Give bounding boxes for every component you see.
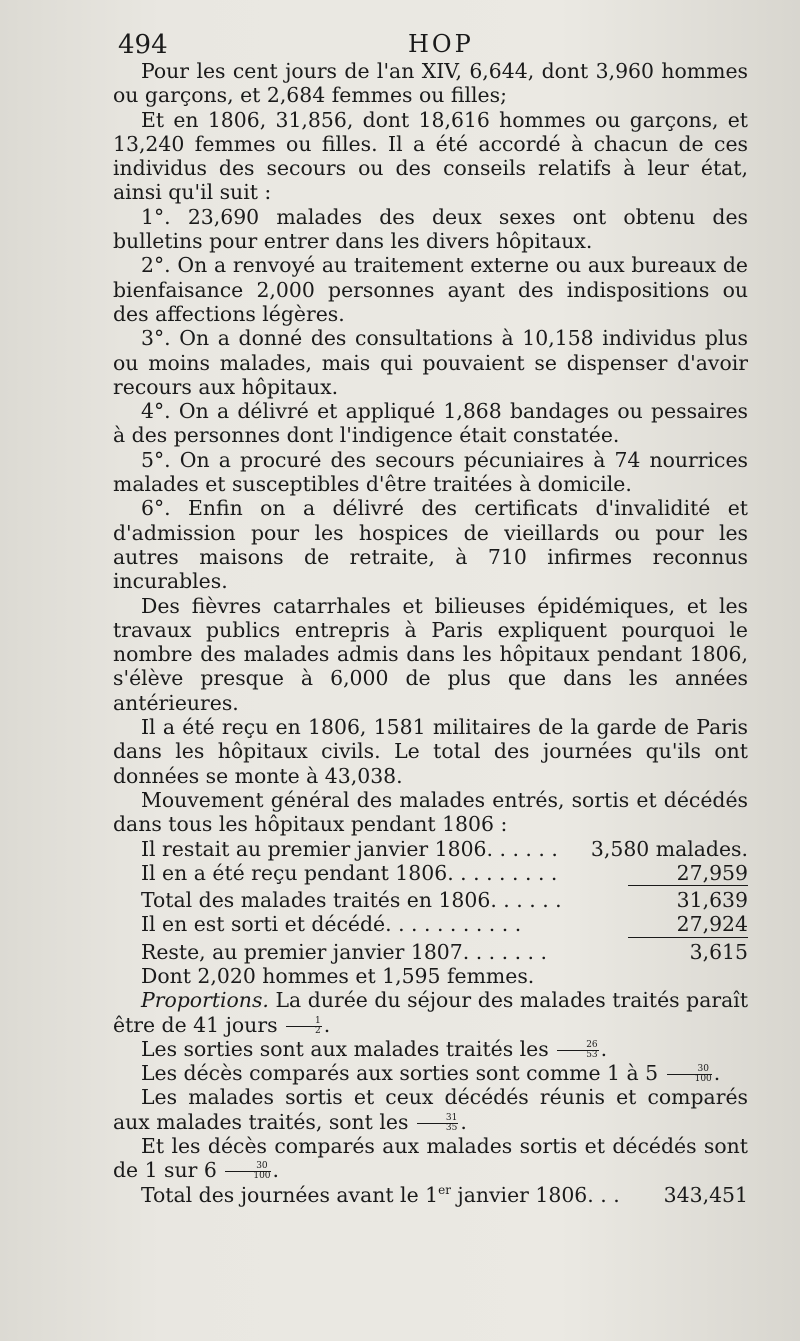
fraction-denominator: 2 bbox=[315, 1025, 321, 1036]
superscript: er bbox=[438, 1182, 451, 1197]
ledger-value: 31,639 bbox=[676, 888, 748, 913]
fraction bbox=[667, 1065, 712, 1084]
ledger-row bbox=[113, 861, 748, 886]
ledger-value: 343,451 bbox=[663, 1182, 748, 1207]
paragraph: Il a été reçu en 1806, 1581 militaires de la garde de Paris dans les hôpitaux civils. Le total des journées qu'ils ont données se monte à 43,038. bbox=[113, 715, 748, 788]
paragraph: Les sorties sont aux malades traités les $\frac{26}{53}$ . bbox=[141, 1036, 608, 1061]
ledger-value: 3,580 malades. bbox=[590, 836, 748, 861]
fraction-denominator: 100 bbox=[253, 1171, 271, 1182]
ledger-value: 3,615 bbox=[689, 939, 748, 964]
ledger-label bbox=[141, 1183, 620, 1207]
ledger-label-part: Total des journées avant le 1 bbox=[141, 1182, 439, 1207]
paragraph: 5°. On a procuré des secours pécuniaires à 74 nourrices malades et susceptibles d'être traitées à domicile. bbox=[113, 447, 748, 497]
fraction bbox=[557, 1041, 598, 1060]
fraction bbox=[286, 1017, 322, 1036]
fraction bbox=[225, 1162, 270, 1181]
fraction bbox=[417, 1114, 458, 1133]
paragraph: Pour les cent jours de l'an XIV, 6,644, dont 3,960 hommes ou garçons, et 2,684 femmes ou filles; bbox=[113, 59, 748, 108]
paragraph: Les décès comparés aux sorties sont comme 1 à 5 $\frac{30}{100}$ . bbox=[141, 1061, 721, 1086]
body-text bbox=[113, 59, 748, 1207]
ledger-value: 27,924 bbox=[628, 912, 748, 937]
ledger-label: Il restait au premier janvier 1806. . . . . . bbox=[141, 836, 558, 861]
ledger-label: Il en est sorti et décédé. . . . . . . . . . . bbox=[141, 912, 522, 937]
paragraph: Les malades sortis et ceux décédés réunis et comparés aux malades traités, sont les $\frac{31}{35}$ . bbox=[113, 1085, 748, 1134]
fraction-numerator: 31 bbox=[417, 1114, 458, 1124]
paragraph-text: Et les décès comparés aux malades sortis et décédés sont de 1 sur 6 bbox=[113, 1134, 748, 1183]
ledger-row bbox=[113, 837, 748, 861]
ledger-row bbox=[113, 940, 748, 964]
paragraph-text: Les malades sortis et ceux décédés réunis et comparés aux malades traités, sont les bbox=[113, 1085, 748, 1134]
paragraph: Mouvement général des malades entrés, sortis et décédés dans tous les hôpitaux pendant 1806 : bbox=[113, 787, 748, 837]
paragraph: Proportions. La durée du séjour des malades traités paraît être de 41 jours $\frac{1}{2}$ . bbox=[113, 988, 749, 1037]
paragraph: Et en 1806, 31,856, dont 18,616 hommes ou garçons, et 13,240 femmes ou filles. Il a été accordé à chacun de ces individus des secours ou des conseils relatifs à leur état, ainsi qu'il suit : bbox=[113, 107, 748, 205]
running-head: HOP bbox=[408, 30, 474, 58]
fraction-numerator: 1 bbox=[286, 1017, 322, 1027]
fraction-denominator: 100 bbox=[694, 1074, 712, 1085]
paragraph-text: La durée du séjour des malades traités paraît être de 41 jours bbox=[113, 988, 749, 1037]
ledger-row bbox=[113, 1183, 748, 1207]
ledger-row bbox=[113, 912, 748, 937]
paragraph: Des fièvres catarrhales et bilieuses épidémiques, et les travaux publics entrepris à Paris expliquent pourquoi le nombre des malades admis dans les hôpitaux pendant 1806, s'élève presque à 6,000 de plus que dans les années antérieures. bbox=[113, 593, 748, 715]
ledger-value: 27,959 bbox=[628, 861, 748, 886]
fraction-numerator: 26 bbox=[557, 1041, 598, 1051]
paragraph: 6°. Enfin on a délivré des certificats d'invalidité et d'admission pour les hospices de vieillards ou pour les autres maisons de retraite, à 710 infirmes reconnus incurables. bbox=[113, 496, 748, 594]
paragraph: Et les décès comparés aux malades sortis et décédés sont de 1 sur 6 $\frac{30}{100}$ . bbox=[113, 1134, 748, 1183]
paragraph: 4°. On a délivré et appliqué 1,868 bandages ou pessaires à des personnes dont l'indigence était constatée. bbox=[113, 399, 748, 448]
fraction-numerator: 30 bbox=[667, 1065, 712, 1075]
ledger-label: Il en a été reçu pendant 1806. . . . . . . . . bbox=[141, 860, 558, 885]
fraction-denominator: 53 bbox=[586, 1049, 598, 1060]
paragraph: Dont 2,020 hommes et 1,595 femmes. bbox=[141, 963, 535, 988]
paragraph-text: Les décès comparés aux sorties sont comme 1 à 5 bbox=[141, 1061, 659, 1086]
paragraph: 1°. 23,690 malades des deux sexes ont obtenu des bulletins pour entrer dans les divers hôpitaux. bbox=[113, 204, 748, 254]
ledger-label: Reste, au premier janvier 1807. . . . . . . bbox=[141, 939, 548, 964]
ledger-row bbox=[113, 888, 748, 912]
section-label: Proportions. bbox=[141, 988, 269, 1013]
fraction-numerator: 30 bbox=[225, 1162, 270, 1172]
ledger-label-part: janvier 1806. . . bbox=[457, 1182, 620, 1207]
fraction-denominator: 35 bbox=[445, 1122, 458, 1133]
paragraph-text: Les sorties sont aux malades traités les bbox=[141, 1036, 549, 1061]
page-header bbox=[118, 30, 738, 62]
page-number: 494 bbox=[118, 30, 168, 60]
paragraph: 2°. On a renvoyé au traitement externe ou aux bureaux de bienfaisance 2,000 personnes ayant des indispositions ou des affections légères. bbox=[113, 253, 748, 326]
ledger-label: Total des malades traités en 1806. . . . . . bbox=[141, 888, 562, 913]
paragraph: 3°. On a donné des consultations à 10,158 individus plus ou moins malades, mais qui pouvaient se dispenser d'avoir recours aux hôpitaux. bbox=[113, 326, 748, 399]
